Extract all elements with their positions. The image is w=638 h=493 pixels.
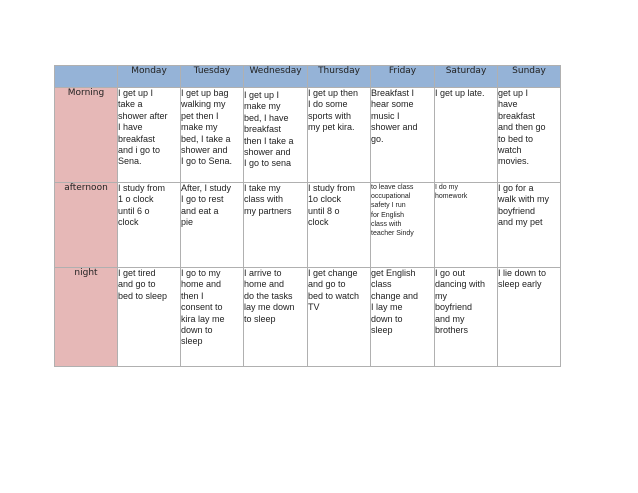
schedule-cell (308, 268, 371, 367)
table-row-morning (55, 88, 561, 183)
cell-text: I go for a walk with my boyfriend and my pet (498, 183, 550, 228)
cell-text: I study from 1 o clock until 6 o clock (118, 183, 166, 228)
row-label-morning: Morning (55, 88, 118, 183)
cell-text: I do my homework (435, 184, 468, 201)
cell-text: After, I study I go to rest and eat a pie (181, 183, 232, 228)
schedule-cell (498, 183, 561, 268)
schedule-cell (244, 268, 308, 367)
schedule-cell (308, 183, 371, 268)
cell-text: I get up bag walking my pet then I make my bed, I take a shower and I go to Sena. (181, 88, 233, 167)
day-header-thursday: Thursday (308, 66, 371, 88)
cell-text: I get change and go to bed to watch TV (308, 268, 360, 313)
cell-text: I get tired and go to bed to sleep (118, 268, 168, 301)
schedule-cell (244, 183, 308, 268)
day-header-friday: Friday (371, 66, 435, 88)
day-header-tuesday: Tuesday (181, 66, 244, 88)
header-row (55, 66, 561, 88)
table-row-night (55, 268, 561, 367)
corner-cell (55, 66, 118, 88)
cell-text: I go to my home and then I consent to kira lay me down to sleep (181, 268, 225, 347)
cell-text: I get up I make my bed, I have breakfast then I take a shower and I go to sena (244, 90, 294, 169)
day-header-monday: Monday (118, 66, 181, 88)
schedule-cell (498, 268, 561, 367)
schedule-cell (498, 88, 561, 183)
schedule-cell (371, 88, 435, 183)
schedule-cell (371, 183, 435, 268)
schedule-cell (181, 88, 244, 183)
schedule-cell (181, 268, 244, 367)
cell-text: Breakfast I hear some music I shower and go. (371, 88, 418, 144)
schedule-cell (118, 88, 181, 183)
day-header-sunday: Sunday (498, 66, 561, 88)
cell-text: I get up then I do some sports with my pet kira. (308, 88, 359, 133)
row-label-afternoon: afternoon (55, 183, 118, 268)
schedule-cell (181, 183, 244, 268)
cell-text: I lie down to sleep early (498, 268, 547, 290)
cell-text: I get up I take a shower after I have breakfast and i go to Sena. (118, 88, 168, 167)
schedule-cell (308, 88, 371, 183)
cell-text: I take my class with my partners (244, 183, 292, 216)
cell-text: I study from 1o clock until 8 o clock (308, 183, 356, 228)
cell-text: I arrive to home and do the tasks lay me down to sleep (244, 268, 295, 324)
cell-text: I get up late. (435, 88, 485, 98)
schedule-cell (435, 268, 498, 367)
schedule-cell (435, 183, 498, 268)
table-row-afternoon (55, 183, 561, 268)
schedule-cell (371, 268, 435, 367)
weekly-schedule-table (54, 65, 561, 367)
cell-text: get English class change and I lay me down to sleep (371, 268, 419, 336)
day-header-saturday: Saturday (435, 66, 498, 88)
schedule-cell (118, 268, 181, 367)
schedule-cell (435, 88, 498, 183)
day-header-wednesday: Wednesday (244, 66, 308, 88)
schedule-cell (118, 183, 181, 268)
cell-text: get up I have breakfast and then go to bed to watch movies. (498, 88, 546, 167)
schedule-cell (244, 88, 308, 183)
cell-text: I go out dancing with my boyfriend and my brothers (435, 268, 486, 336)
row-label-night: night (55, 268, 118, 367)
cell-text: to leave class occupational safety I run for English class with teacher Sindy (371, 184, 414, 238)
